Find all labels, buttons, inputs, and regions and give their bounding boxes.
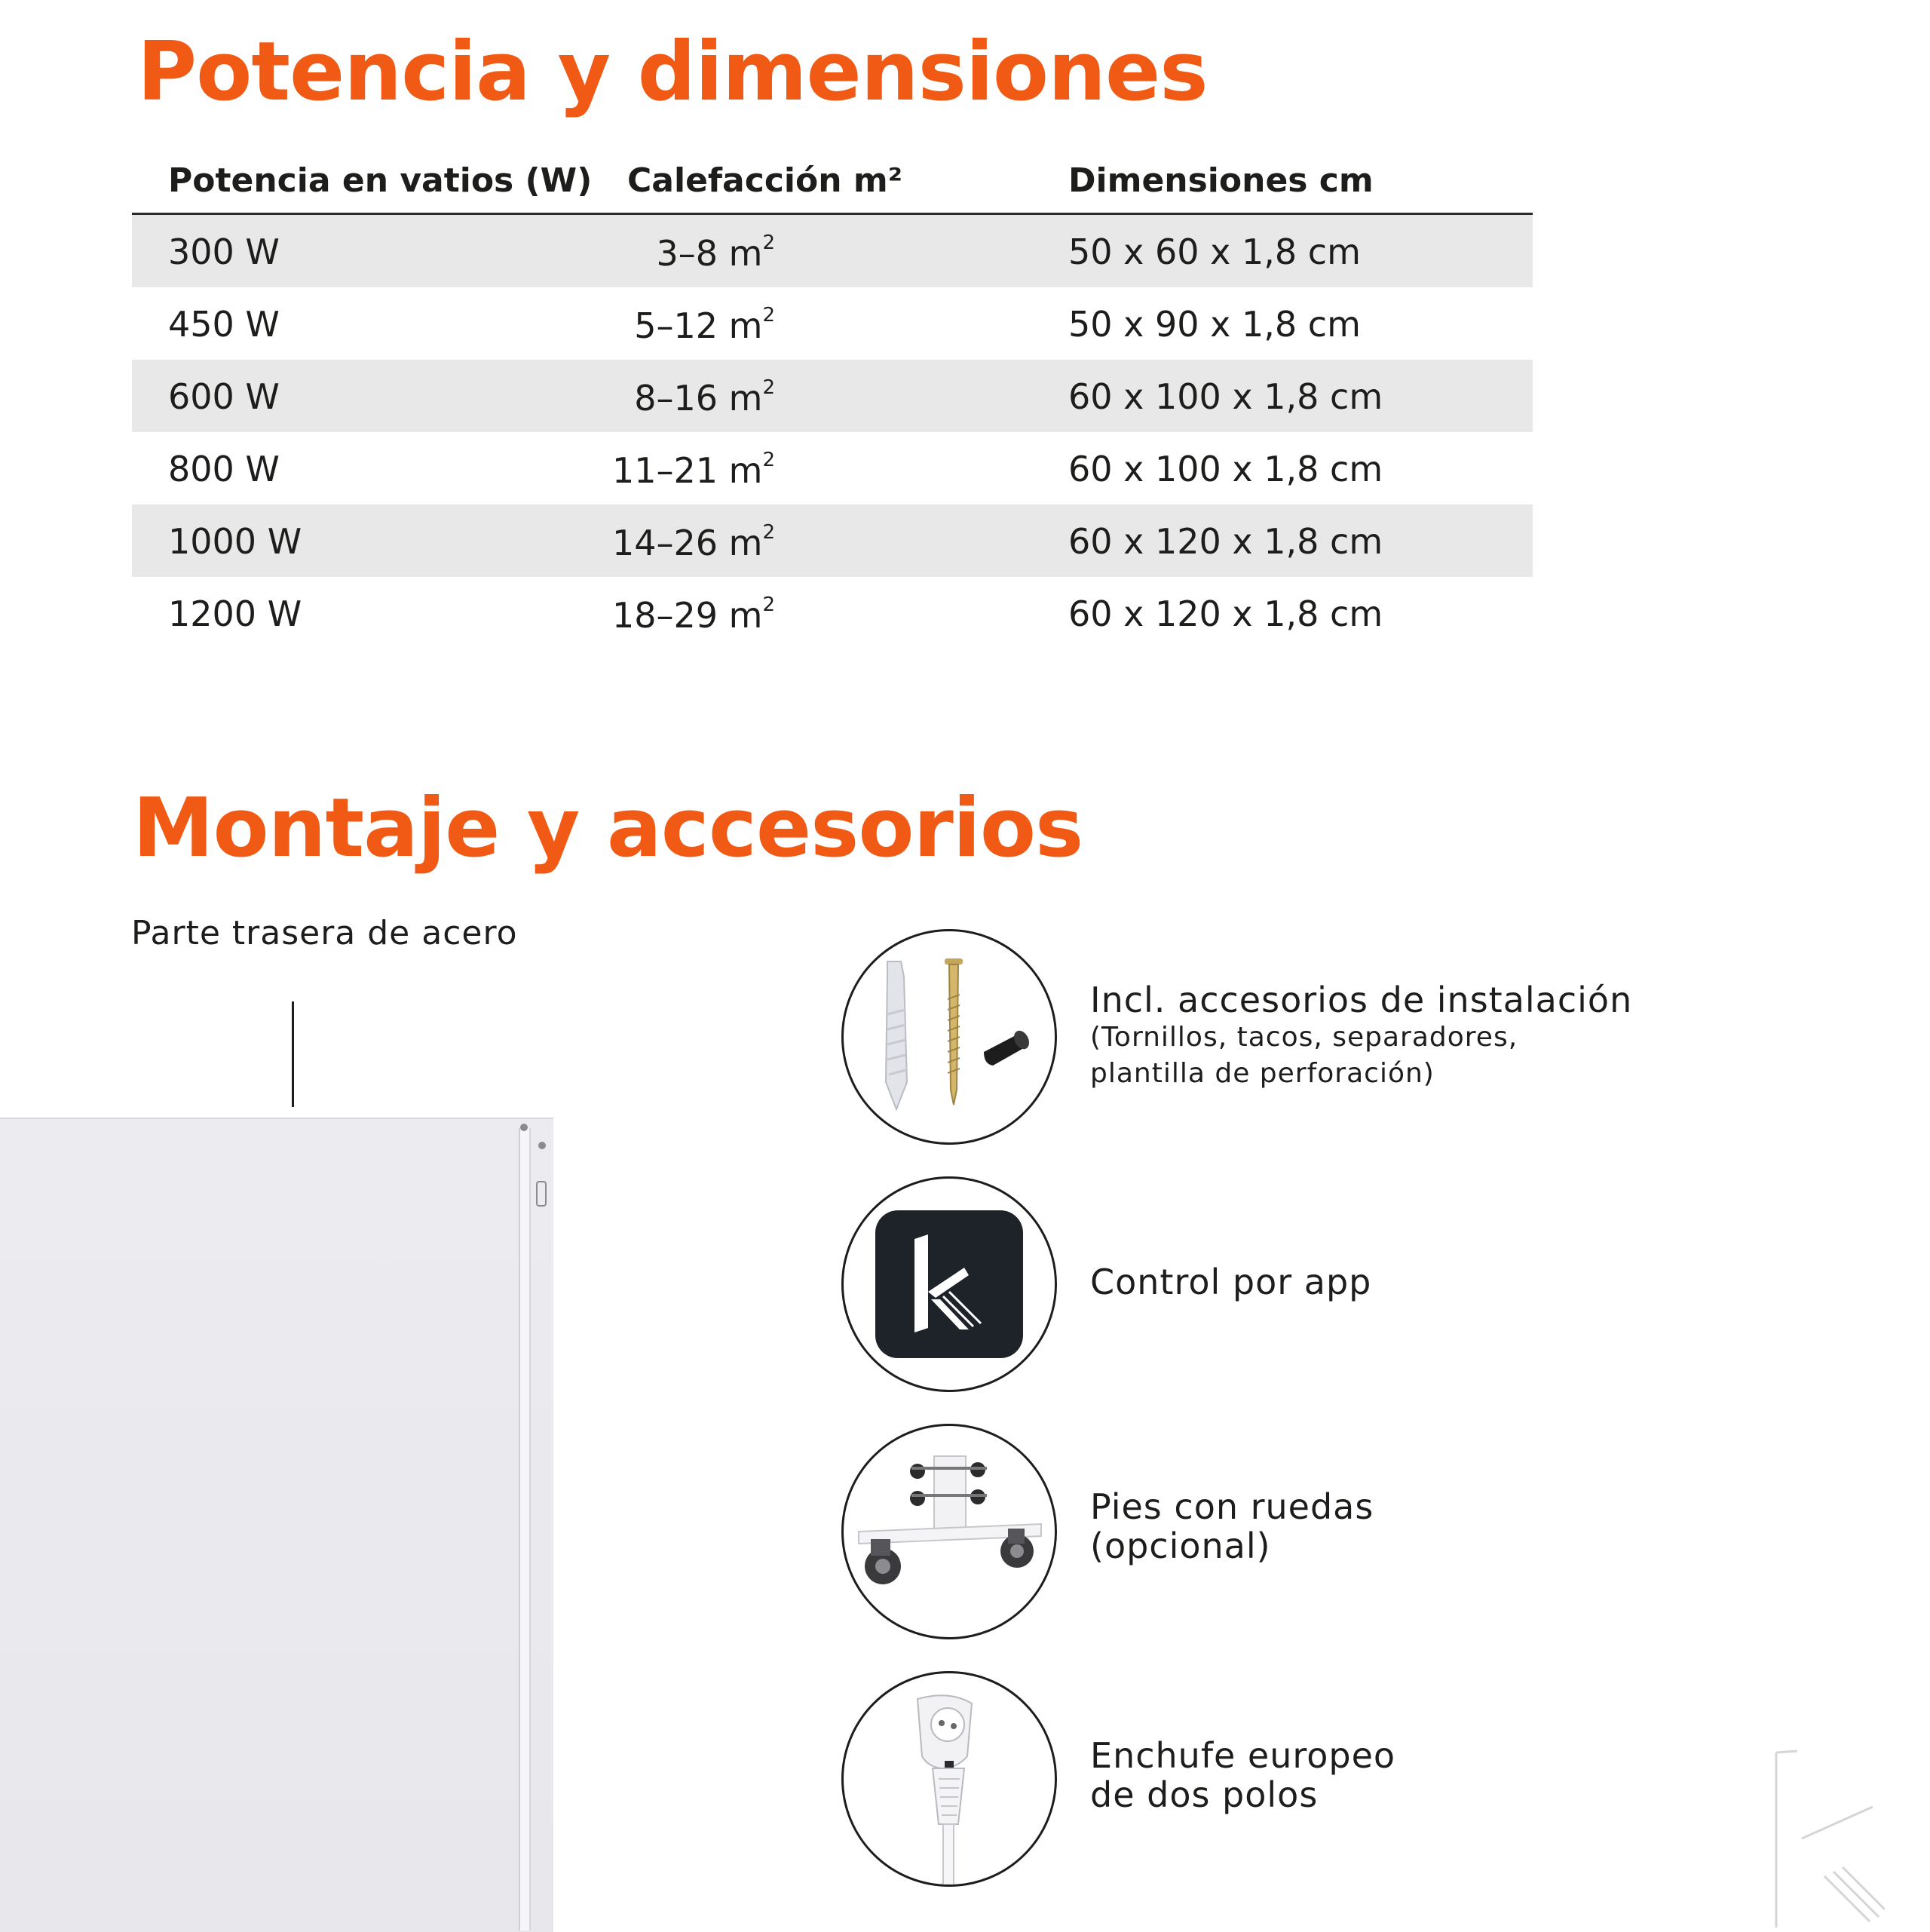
app-logo-icon — [841, 1176, 1057, 1392]
table-row — [132, 432, 1533, 504]
power-dimensions-table — [132, 143, 1533, 649]
cell-power: 300 W — [168, 232, 280, 272]
cell-dimensions: 60 x 120 x 1,8 cm — [1068, 593, 1383, 634]
steel-back-label: Parte trasera de acero — [131, 914, 518, 952]
cell-dimensions: 60 x 120 x 1,8 cm — [1068, 521, 1383, 562]
cell-area: 5–12 $m^2$ — [634, 304, 775, 346]
screws-and-plugs-icon — [841, 929, 1057, 1145]
table-row — [132, 360, 1533, 432]
feature-title: Incl. accesorios de instalación — [1090, 980, 1633, 1020]
euro-plug-icon — [841, 1671, 1057, 1887]
feature-title-line2: de dos polos — [1090, 1774, 1319, 1815]
cell-power: 1200 W — [168, 593, 302, 634]
feature-title-line1: Pies con ruedas — [1090, 1486, 1374, 1527]
heater-panel-image — [0, 1118, 553, 1932]
feature-subtitle-line2: plantilla de perforación) — [1090, 1058, 1435, 1089]
cell-area: 14–26 $m^2$ — [611, 521, 775, 563]
brand-watermark-icon — [1772, 1750, 1885, 1930]
feature-title-line1: Enchufe europeo — [1090, 1735, 1396, 1776]
cell-power: 600 W — [168, 376, 280, 417]
feature-title-line2: (opcional) — [1090, 1526, 1271, 1566]
table-row — [132, 287, 1533, 360]
cell-area: 8–16 $m^2$ — [634, 376, 775, 419]
cell-power: 450 W — [168, 304, 280, 345]
feature-title: Control por app — [1090, 1262, 1372, 1302]
cell-dimensions: 50 x 90 x 1,8 cm — [1068, 304, 1361, 345]
panel-bolt-icon — [538, 1142, 546, 1149]
table-header — [132, 143, 1533, 215]
table-row — [132, 215, 1533, 287]
table-row — [132, 577, 1533, 649]
cell-power: 800 W — [168, 449, 280, 489]
feature-app-control — [841, 1176, 1746, 1395]
section-title-mounting: Montaje y accesorios — [133, 781, 1083, 876]
section-title-power: Potencia y dimensiones — [137, 25, 1208, 119]
header-area: Calefacción m² — [627, 161, 902, 200]
feature-euro-plug — [841, 1671, 1746, 1890]
label-pointer-line — [292, 1001, 294, 1107]
cell-area: 11–21 $m^2$ — [611, 449, 775, 491]
wheeled-feet-icon — [841, 1424, 1057, 1639]
header-power: Potencia en vatios (W) — [168, 161, 593, 200]
cell-dimensions: 50 x 60 x 1,8 cm — [1068, 232, 1361, 272]
panel-hook-icon — [536, 1181, 547, 1207]
cell-power: 1000 W — [168, 521, 302, 562]
feature-wheeled-feet — [841, 1424, 1746, 1642]
cell-area: 3–8 $m^2$ — [656, 232, 775, 274]
header-dimensions: Dimensiones cm — [1068, 161, 1374, 200]
cell-area: 18–29 $m^2$ — [611, 593, 775, 636]
table-row — [132, 504, 1533, 577]
panel-bolt-icon — [520, 1124, 528, 1131]
feature-subtitle-line1: (Tornillos, tacos, separadores, — [1090, 1022, 1518, 1053]
feature-installation-accessories — [841, 929, 1746, 1148]
cell-dimensions: 60 x 100 x 1,8 cm — [1068, 449, 1383, 489]
heater-panel-edge — [519, 1128, 531, 1930]
cell-dimensions: 60 x 100 x 1,8 cm — [1068, 376, 1383, 417]
